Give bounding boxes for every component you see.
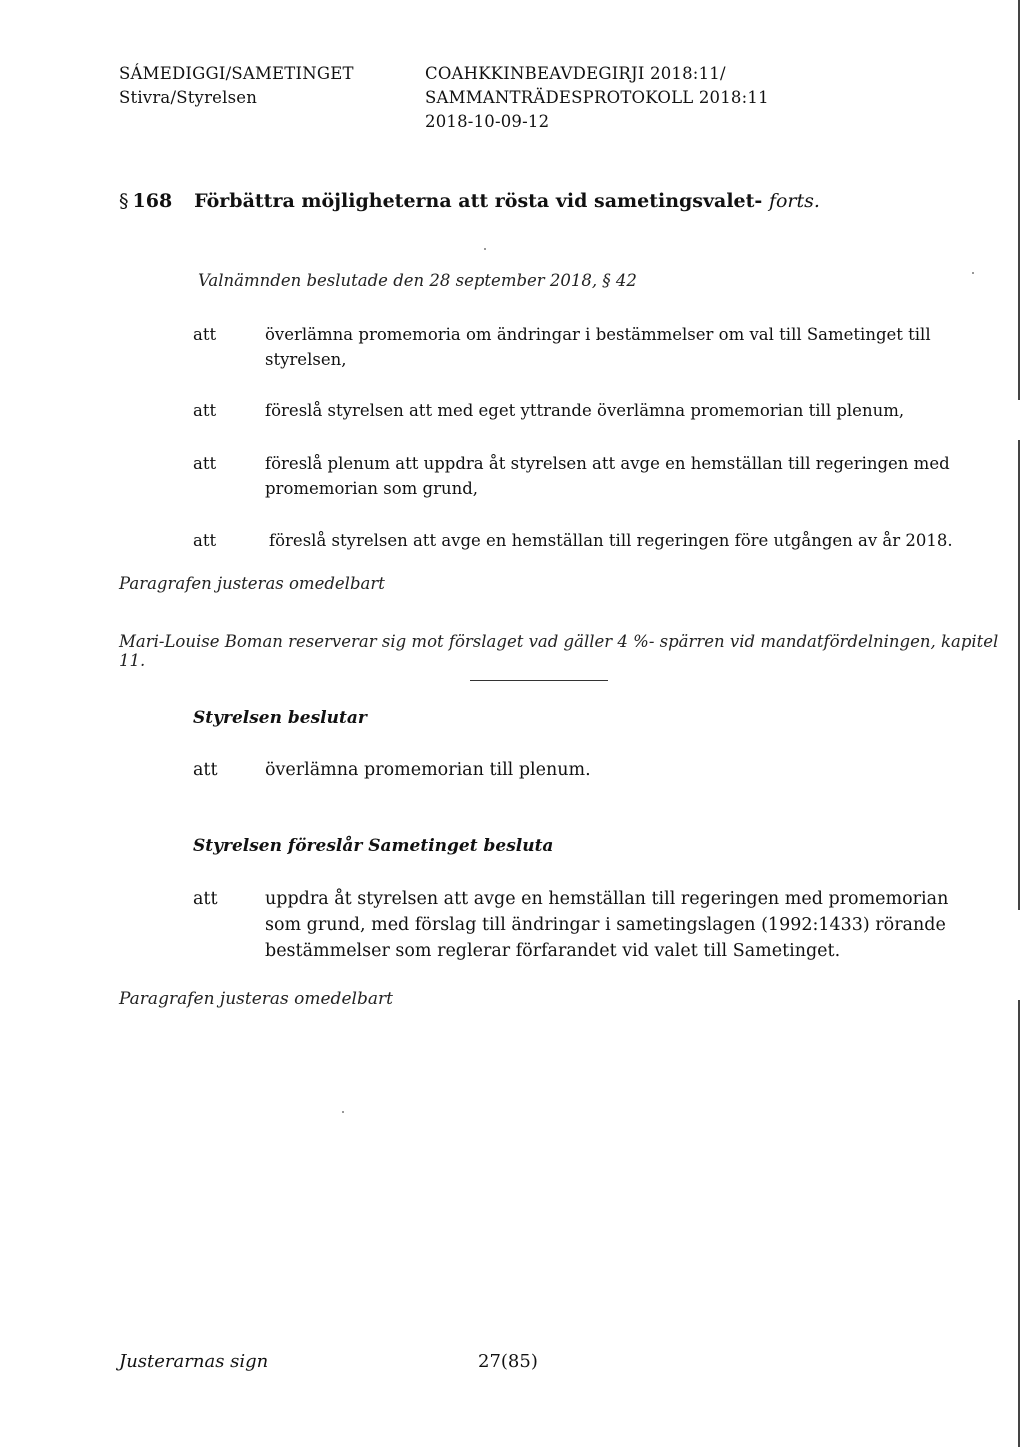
scan-speck	[972, 272, 974, 274]
item-label: att	[193, 531, 217, 550]
item-label: att	[193, 325, 217, 344]
item-text: föreslå styrelsen att avge en hemställan till regeringen före utgången av år 2018.	[269, 531, 953, 550]
signature-label: Justerarnas sign	[119, 1351, 269, 1372]
scan-edge-line	[1018, 440, 1020, 910]
header-document	[425, 62, 769, 134]
doc-date: 2018-10-09-12	[425, 112, 550, 131]
item-text: överlämna promemoria om ändringar i bestämmelser om val till Sametinget till styrelsen,	[265, 325, 931, 369]
item-text: föreslå styrelsen att med eget yttrande överlämna promemorian till plenum,	[265, 401, 905, 420]
org-name: SÁMEDIGGI/SAMETINGET	[119, 64, 354, 83]
scan-speck	[484, 248, 486, 250]
section-heading	[119, 190, 820, 212]
doc-title-sami: COAHKKINBEAVDEGIRJI 2018:11/	[425, 64, 726, 83]
item-text: överlämna promemorian till plenum.	[265, 760, 591, 780]
section-number: 168	[132, 190, 173, 212]
item-text: uppdra åt styrelsen att avge en hemställan till regeringen med promemorian som grund, med förslag till ändringar i sametingslagen (1992:1433) rörande bestämmelser som reglerar förfarandet vid valet till Sametinget.	[265, 889, 949, 961]
doc-title-swedish: SAMMANTRÄDESPROTOKOLL 2018:11	[425, 88, 769, 107]
reservation-note: Mari-Louise Boman reserverar sig mot förslaget vad gäller 4 %- spärren vid mandatfördelningen, kapitel 11.	[119, 632, 999, 670]
scan-edge-line	[1018, 0, 1020, 400]
item-label: att	[193, 760, 218, 780]
header-organization	[119, 62, 354, 110]
item-label: att	[193, 454, 217, 473]
item-label: att	[193, 401, 217, 420]
scan-edge-line	[1018, 1000, 1020, 1447]
paragraph-symbol: §	[119, 190, 129, 212]
org-unit: Stivra/Styrelsen	[119, 88, 258, 107]
section-title: Förbättra möjligheterna att rösta vid sametingsvalet-	[194, 190, 763, 212]
beslut-heading: Styrelsen beslutar	[193, 708, 367, 728]
valnamnden-intro: Valnämnden beslutade den 28 september 2018, § 42	[198, 271, 637, 290]
page-number: 27(85)	[478, 1351, 538, 1372]
justering-note: Paragrafen justeras omedelbart	[119, 574, 385, 593]
item-label: att	[193, 889, 218, 909]
scan-speck	[342, 1111, 344, 1113]
item-text: föreslå plenum att uppdra åt styrelsen att avge en hemställan till regeringen med promemorian som grund,	[265, 454, 950, 498]
separator-line	[470, 680, 608, 681]
section-title-suffix: forts.	[768, 190, 820, 212]
justering-note: Paragrafen justeras omedelbart	[119, 989, 393, 1009]
forslag-heading: Styrelsen föreslår Sametinget besluta	[193, 836, 554, 856]
